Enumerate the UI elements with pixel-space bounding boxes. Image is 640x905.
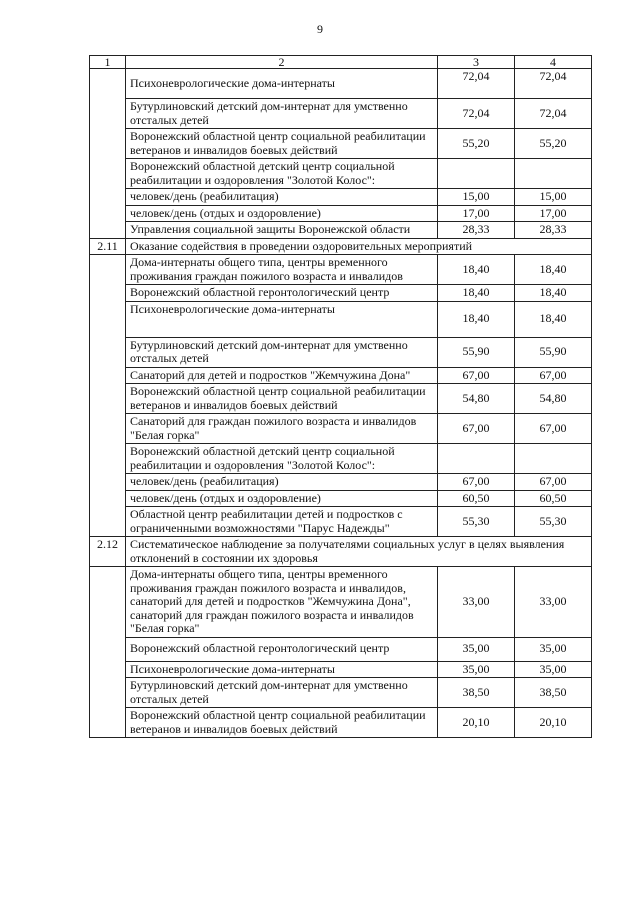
table-row bbox=[90, 414, 592, 444]
table-row bbox=[90, 490, 592, 507]
row-name: Воронежский областной центр социальной реабилитации ветеранов и инвалидов боевых действий bbox=[126, 384, 438, 414]
section-title: Систематическое наблюдение за получателями социальных услуг в целях выявления отклонений в состоянии их здоровья bbox=[126, 537, 592, 567]
table-row bbox=[90, 507, 592, 537]
value-col-3: 67,00 bbox=[438, 367, 515, 384]
value-col-4: 17,00 bbox=[515, 205, 592, 222]
value-col-4: 28,33 bbox=[515, 222, 592, 239]
table-row bbox=[90, 285, 592, 302]
table-row bbox=[90, 205, 592, 222]
value-col-3: 33,00 bbox=[438, 567, 515, 638]
row-name: Психоневрологические дома-интернаты bbox=[126, 301, 438, 337]
value-col-3: 72,04 bbox=[438, 69, 515, 99]
section-row-2-12 bbox=[90, 537, 592, 567]
row-name: Бутурлиновский детский дом-интернат для умственно отсталых детей bbox=[126, 99, 438, 129]
row-name: человек/день (отдых и оздоровление) bbox=[126, 490, 438, 507]
table-row bbox=[90, 69, 592, 99]
table-row bbox=[90, 189, 592, 206]
section-number: 2.11 bbox=[90, 238, 126, 255]
table-row bbox=[90, 678, 592, 708]
value-col-4: 55,30 bbox=[515, 507, 592, 537]
value-col-4: 18,40 bbox=[515, 255, 592, 285]
table-row bbox=[90, 301, 592, 337]
value-col-3: 38,50 bbox=[438, 678, 515, 708]
row-name: человек/день (реабилитация) bbox=[126, 474, 438, 491]
value-col-4: 72,04 bbox=[515, 99, 592, 129]
value-col-3: 17,00 bbox=[438, 205, 515, 222]
value-col-3 bbox=[438, 444, 515, 474]
row-name: Воронежский областной детский центр социальной реабилитации и оздоровления "Золотой Колос": bbox=[126, 444, 438, 474]
value-col-3: 18,40 bbox=[438, 301, 515, 337]
value-col-3: 18,40 bbox=[438, 255, 515, 285]
row-name: человек/день (реабилитация) bbox=[126, 189, 438, 206]
table-row bbox=[90, 637, 592, 661]
value-col-3: 60,50 bbox=[438, 490, 515, 507]
table-row bbox=[90, 99, 592, 129]
section-row-2-11 bbox=[90, 238, 592, 255]
value-col-4: 67,00 bbox=[515, 474, 592, 491]
value-col-4: 18,40 bbox=[515, 301, 592, 337]
value-col-3: 72,04 bbox=[438, 99, 515, 129]
section-number: 2.12 bbox=[90, 537, 126, 567]
table-row bbox=[90, 567, 592, 638]
row-name: Дома-интернаты общего типа, центры временного проживания граждан пожилого возраста и инвалидов, санаторий для детей и подростков "Жемчужина Дона", санаторий для граждан пожилого возраста и инвалидов "Белая горка" bbox=[126, 567, 438, 638]
table-row bbox=[90, 255, 592, 285]
page-number: 9 bbox=[317, 22, 323, 36]
value-col-3: 54,80 bbox=[438, 384, 515, 414]
value-col-4: 72,04 bbox=[515, 69, 592, 99]
section-title: Оказание содействия в проведении оздоровительных мероприятий bbox=[126, 238, 592, 255]
table-row bbox=[90, 708, 592, 738]
row-name: Управления социальной защиты Воронежской области bbox=[126, 222, 438, 239]
row-name: Санаторий для граждан пожилого возраста и инвалидов "Белая горка" bbox=[126, 414, 438, 444]
header-col-1: 1 bbox=[90, 56, 126, 69]
value-col-3: 55,90 bbox=[438, 337, 515, 367]
value-col-4: 60,50 bbox=[515, 490, 592, 507]
table-row bbox=[90, 337, 592, 367]
value-col-4: 38,50 bbox=[515, 678, 592, 708]
value-col-4: 20,10 bbox=[515, 708, 592, 738]
value-col-4 bbox=[515, 444, 592, 474]
value-col-3: 18,40 bbox=[438, 285, 515, 302]
row-name: Воронежский областной центр социальной реабилитации ветеранов и инвалидов боевых действий bbox=[126, 708, 438, 738]
value-col-4: 18,40 bbox=[515, 285, 592, 302]
row-name: Бутурлиновский детский дом-интернат для умственно отсталых детей bbox=[126, 337, 438, 367]
row-name: человек/день (отдых и оздоровление) bbox=[126, 205, 438, 222]
table-header-row bbox=[90, 56, 592, 69]
header-col-3: 3 bbox=[438, 56, 515, 69]
value-col-4: 35,00 bbox=[515, 661, 592, 678]
value-col-3: 55,30 bbox=[438, 507, 515, 537]
table-row bbox=[90, 129, 592, 159]
value-col-3: 15,00 bbox=[438, 189, 515, 206]
value-col-4: 67,00 bbox=[515, 367, 592, 384]
row-number-cell bbox=[90, 69, 126, 239]
value-col-4 bbox=[515, 159, 592, 189]
row-name: Психоневрологические дома-интернаты bbox=[126, 69, 438, 99]
tariff-table bbox=[89, 55, 592, 738]
row-number-cell bbox=[90, 255, 126, 537]
value-col-4: 35,00 bbox=[515, 637, 592, 661]
value-col-3: 67,00 bbox=[438, 474, 515, 491]
row-name: Воронежский областной геронтологический центр bbox=[126, 285, 438, 302]
value-col-4: 15,00 bbox=[515, 189, 592, 206]
row-name: Бутурлиновский детский дом-интернат для умственно отсталых детей bbox=[126, 678, 438, 708]
header-col-2: 2 bbox=[126, 56, 438, 69]
row-name: Воронежский областной центр социальной реабилитации ветеранов и инвалидов боевых действий bbox=[126, 129, 438, 159]
row-name: Дома-интернаты общего типа, центры временного проживания граждан пожилого возраста и инвалидов bbox=[126, 255, 438, 285]
row-name: Психоневрологические дома-интернаты bbox=[126, 661, 438, 678]
table-row bbox=[90, 474, 592, 491]
header-col-4: 4 bbox=[515, 56, 592, 69]
value-col-4: 33,00 bbox=[515, 567, 592, 638]
value-col-3: 35,00 bbox=[438, 661, 515, 678]
row-name: Областной центр реабилитации детей и подростков с ограниченными возможностями "Парус Надежды" bbox=[126, 507, 438, 537]
value-col-3: 35,00 bbox=[438, 637, 515, 661]
value-col-4: 55,20 bbox=[515, 129, 592, 159]
row-name: Санаторий для детей и подростков "Жемчужина Дона" bbox=[126, 367, 438, 384]
value-col-3: 20,10 bbox=[438, 708, 515, 738]
table-row bbox=[90, 384, 592, 414]
value-col-3 bbox=[438, 159, 515, 189]
row-number-cell bbox=[90, 567, 126, 738]
value-col-3: 67,00 bbox=[438, 414, 515, 444]
row-name: Воронежский областной геронтологический центр bbox=[126, 637, 438, 661]
table-row bbox=[90, 222, 592, 239]
table-row bbox=[90, 367, 592, 384]
table-row bbox=[90, 444, 592, 474]
value-col-4: 55,90 bbox=[515, 337, 592, 367]
row-name: Воронежский областной детский центр социальной реабилитации и оздоровления "Золотой Колос": bbox=[126, 159, 438, 189]
table-row bbox=[90, 661, 592, 678]
table-row bbox=[90, 159, 592, 189]
value-col-3: 28,33 bbox=[438, 222, 515, 239]
value-col-4: 67,00 bbox=[515, 414, 592, 444]
value-col-4: 54,80 bbox=[515, 384, 592, 414]
value-col-3: 55,20 bbox=[438, 129, 515, 159]
